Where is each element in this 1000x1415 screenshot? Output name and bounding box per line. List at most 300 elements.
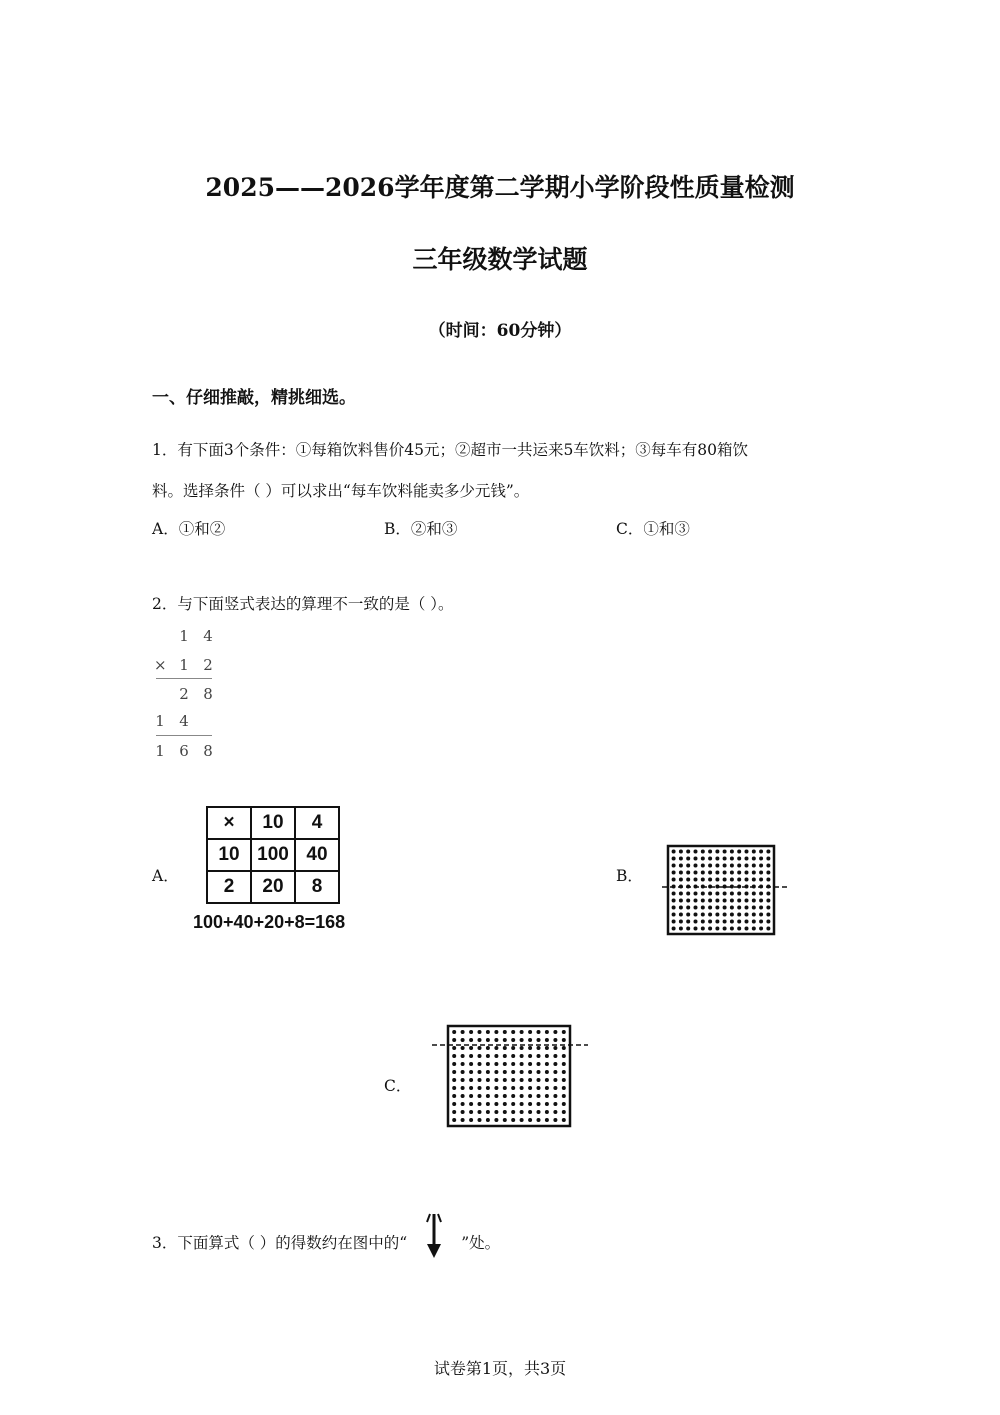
dot xyxy=(730,899,734,903)
dot xyxy=(503,1062,507,1066)
dot xyxy=(723,892,727,896)
dot xyxy=(723,899,727,903)
dot xyxy=(478,1070,482,1074)
dot xyxy=(553,1102,557,1106)
dot xyxy=(737,906,741,910)
dot xyxy=(537,1078,541,1082)
dot xyxy=(723,927,727,931)
dot xyxy=(679,892,683,896)
dot xyxy=(461,1094,465,1098)
dot xyxy=(520,1046,524,1050)
dot-array-c xyxy=(430,1022,592,1130)
dot xyxy=(520,1038,524,1042)
dot xyxy=(545,1086,549,1090)
dot xyxy=(452,1030,456,1034)
vertical-digit: 4 xyxy=(203,627,213,645)
dot xyxy=(494,1118,498,1122)
dot xyxy=(494,1086,498,1090)
dot xyxy=(730,906,734,910)
dot xyxy=(562,1062,566,1066)
dot xyxy=(452,1094,456,1098)
table-cell: 10 xyxy=(251,807,295,839)
down-arrow-icon xyxy=(413,1210,455,1260)
dot xyxy=(686,920,690,924)
dot xyxy=(672,871,676,875)
dot xyxy=(708,864,712,868)
dot xyxy=(701,857,705,861)
dot xyxy=(730,892,734,896)
dot xyxy=(486,1046,490,1050)
dot xyxy=(672,857,676,861)
dot xyxy=(511,1118,515,1122)
dot xyxy=(503,1102,507,1106)
dot xyxy=(708,899,712,903)
dot xyxy=(478,1086,482,1090)
dot xyxy=(715,927,719,931)
dot xyxy=(694,850,698,854)
dot xyxy=(759,878,763,882)
dot xyxy=(503,1054,507,1058)
dot xyxy=(452,1102,456,1106)
dot xyxy=(469,1094,473,1098)
dot xyxy=(461,1078,465,1082)
dot xyxy=(469,1070,473,1074)
dot xyxy=(737,878,741,882)
dot xyxy=(537,1038,541,1042)
dot xyxy=(494,1030,498,1034)
dot-array-frame xyxy=(448,1026,570,1126)
dot xyxy=(520,1094,524,1098)
dot xyxy=(745,927,749,931)
dot xyxy=(553,1046,557,1050)
dot-array-frame xyxy=(668,846,774,934)
dot xyxy=(553,1110,557,1114)
dot xyxy=(528,1078,532,1082)
dot xyxy=(759,906,763,910)
table-cell: 4 xyxy=(295,807,339,839)
vertical-digit: 4 xyxy=(179,712,189,730)
dot xyxy=(528,1054,532,1058)
dot xyxy=(503,1038,507,1042)
dot xyxy=(511,1046,515,1050)
dot xyxy=(528,1046,532,1050)
dot xyxy=(469,1110,473,1114)
dot xyxy=(486,1086,490,1090)
dot xyxy=(701,850,705,854)
dot xyxy=(461,1062,465,1066)
dot xyxy=(737,920,741,924)
dot xyxy=(679,920,683,924)
dot xyxy=(511,1102,515,1106)
dot xyxy=(562,1118,566,1122)
dot xyxy=(461,1070,465,1074)
dot xyxy=(708,927,712,931)
dot xyxy=(469,1062,473,1066)
dot xyxy=(730,913,734,917)
dot xyxy=(723,871,727,875)
dot xyxy=(679,878,683,882)
dot xyxy=(715,850,719,854)
table-cell: × xyxy=(207,807,251,839)
dot xyxy=(469,1086,473,1090)
dot xyxy=(562,1086,566,1090)
dot xyxy=(528,1118,532,1122)
q3-text-before: 3．下面算式（ ）的得数约在图中的“ xyxy=(152,1234,408,1252)
dot xyxy=(553,1118,557,1122)
dot xyxy=(723,850,727,854)
dot xyxy=(686,906,690,910)
dot xyxy=(528,1086,532,1090)
dot xyxy=(701,878,705,882)
dot xyxy=(528,1094,532,1098)
dot xyxy=(503,1030,507,1034)
dot xyxy=(745,899,749,903)
dot xyxy=(537,1102,541,1106)
dot xyxy=(469,1118,473,1122)
dot xyxy=(672,913,676,917)
dot xyxy=(545,1038,549,1042)
dot xyxy=(494,1070,498,1074)
dot xyxy=(708,878,712,882)
dot xyxy=(528,1070,532,1074)
dot xyxy=(520,1086,524,1090)
dot xyxy=(545,1078,549,1082)
dot xyxy=(752,864,756,868)
dot xyxy=(759,864,763,868)
dot xyxy=(486,1062,490,1066)
dot xyxy=(694,892,698,896)
dot xyxy=(486,1102,490,1106)
dot xyxy=(528,1038,532,1042)
dot xyxy=(486,1078,490,1082)
dot xyxy=(486,1110,490,1114)
dot xyxy=(730,857,734,861)
dot xyxy=(537,1054,541,1058)
dot xyxy=(486,1070,490,1074)
dot xyxy=(553,1030,557,1034)
dot xyxy=(503,1086,507,1090)
dot xyxy=(708,920,712,924)
dot xyxy=(766,850,770,854)
dot xyxy=(478,1054,482,1058)
dot xyxy=(730,927,734,931)
dot xyxy=(553,1086,557,1090)
dot xyxy=(715,899,719,903)
dot xyxy=(759,871,763,875)
dot xyxy=(545,1030,549,1034)
dot xyxy=(737,871,741,875)
dot xyxy=(752,906,756,910)
vertical-digit: 8 xyxy=(203,742,213,760)
dot xyxy=(715,920,719,924)
dot xyxy=(708,913,712,917)
dot xyxy=(679,927,683,931)
dot xyxy=(766,927,770,931)
dot xyxy=(679,871,683,875)
dot xyxy=(723,878,727,882)
vertical-digit: 1 xyxy=(155,742,165,760)
vertical-divider xyxy=(156,735,212,736)
dot xyxy=(745,850,749,854)
dot xyxy=(537,1086,541,1090)
dot xyxy=(745,906,749,910)
dot xyxy=(679,850,683,854)
dot xyxy=(686,850,690,854)
dot xyxy=(715,913,719,917)
dot xyxy=(694,920,698,924)
dot xyxy=(528,1030,532,1034)
dot xyxy=(545,1046,549,1050)
dot xyxy=(752,850,756,854)
dot xyxy=(745,920,749,924)
q3-text xyxy=(152,1228,500,1260)
dot xyxy=(503,1118,507,1122)
dot xyxy=(708,850,712,854)
dot xyxy=(686,857,690,861)
dot xyxy=(503,1046,507,1050)
dot xyxy=(766,913,770,917)
dot xyxy=(478,1118,482,1122)
dot xyxy=(520,1118,524,1122)
dot xyxy=(503,1094,507,1098)
dot xyxy=(545,1110,549,1114)
dot xyxy=(694,927,698,931)
dot xyxy=(452,1054,456,1058)
q3-text-after: ”处。 xyxy=(461,1234,501,1252)
dot xyxy=(562,1110,566,1114)
dot xyxy=(672,878,676,882)
dot xyxy=(766,920,770,924)
dot xyxy=(759,927,763,931)
vertical-digit: 2 xyxy=(203,656,213,674)
dot xyxy=(759,892,763,896)
dot xyxy=(766,892,770,896)
dot xyxy=(461,1030,465,1034)
dot xyxy=(752,913,756,917)
dot xyxy=(759,857,763,861)
section-heading: 一、仔细推敲，精挑细选。 xyxy=(152,388,356,408)
dot xyxy=(469,1054,473,1058)
dot xyxy=(486,1118,490,1122)
dot xyxy=(553,1094,557,1098)
dot xyxy=(511,1110,515,1114)
dot xyxy=(511,1038,515,1042)
dot xyxy=(545,1118,549,1122)
exam-time: （时间：60分钟） xyxy=(428,321,572,341)
dot xyxy=(461,1110,465,1114)
dot xyxy=(553,1078,557,1082)
q1-text-line1: 1．有下面3个条件：①每箱饮料售价45元；②超市一共运来5车饮料；③每车有80箱饮 xyxy=(152,441,749,459)
dot xyxy=(537,1094,541,1098)
dot xyxy=(686,913,690,917)
dot xyxy=(715,906,719,910)
dot xyxy=(452,1046,456,1050)
dot xyxy=(730,864,734,868)
q2-text: 2．与下面竖式表达的算理不一致的是（ ）。 xyxy=(152,595,454,613)
q2-option-a-label: A． xyxy=(152,867,179,885)
dot xyxy=(745,857,749,861)
dot xyxy=(701,920,705,924)
dot xyxy=(452,1110,456,1114)
dot xyxy=(478,1110,482,1114)
dot xyxy=(478,1102,482,1106)
dot xyxy=(723,864,727,868)
dot xyxy=(730,878,734,882)
exam-title: 2025——2026学年度第二学期小学阶段性质量检测 xyxy=(205,173,795,202)
dot xyxy=(745,871,749,875)
dot xyxy=(672,920,676,924)
q1-option-b: B．②和③ xyxy=(384,520,458,538)
vertical-digit: 8 xyxy=(203,685,213,703)
page-footer: 试卷第1页，共3页 xyxy=(433,1359,567,1378)
dot xyxy=(672,899,676,903)
dot xyxy=(511,1070,515,1074)
dot xyxy=(520,1054,524,1058)
dot xyxy=(737,913,741,917)
dot xyxy=(511,1078,515,1082)
dot xyxy=(752,878,756,882)
table-cell: 2 xyxy=(207,871,251,903)
dot xyxy=(494,1062,498,1066)
dot xyxy=(537,1062,541,1066)
dot xyxy=(469,1102,473,1106)
dot xyxy=(672,850,676,854)
dot xyxy=(511,1086,515,1090)
multiply-sign: × xyxy=(154,656,167,674)
dot xyxy=(745,913,749,917)
dot xyxy=(528,1062,532,1066)
dot xyxy=(715,892,719,896)
dot xyxy=(461,1054,465,1058)
dot xyxy=(686,864,690,868)
dot xyxy=(562,1046,566,1050)
dot xyxy=(737,892,741,896)
dot xyxy=(520,1070,524,1074)
dot xyxy=(553,1062,557,1066)
dot xyxy=(766,864,770,868)
dot xyxy=(708,871,712,875)
dot xyxy=(461,1046,465,1050)
dot xyxy=(701,892,705,896)
dot xyxy=(723,913,727,917)
dot xyxy=(452,1038,456,1042)
dot xyxy=(503,1070,507,1074)
dot xyxy=(737,899,741,903)
dot xyxy=(715,857,719,861)
dot xyxy=(520,1030,524,1034)
table-cell: 8 xyxy=(295,871,339,903)
dot xyxy=(537,1046,541,1050)
table-equation: 100+40+20+8=168 xyxy=(193,912,346,932)
dot xyxy=(759,899,763,903)
dot xyxy=(452,1086,456,1090)
dot xyxy=(452,1078,456,1082)
dot xyxy=(759,913,763,917)
dot xyxy=(469,1038,473,1042)
dot xyxy=(766,857,770,861)
q1-option-a: A．①和② xyxy=(152,520,226,538)
dot xyxy=(503,1110,507,1114)
dot xyxy=(452,1070,456,1074)
dot xyxy=(752,892,756,896)
dot xyxy=(511,1062,515,1066)
q2-option-b-label: B． xyxy=(616,867,643,885)
dot xyxy=(528,1110,532,1114)
dot xyxy=(701,871,705,875)
dot xyxy=(694,899,698,903)
dot xyxy=(511,1094,515,1098)
dot xyxy=(708,892,712,896)
dot xyxy=(701,864,705,868)
dot xyxy=(494,1110,498,1114)
vertical-digit: 2 xyxy=(179,685,189,703)
dot xyxy=(694,906,698,910)
dot xyxy=(562,1030,566,1034)
dot xyxy=(672,892,676,896)
dot xyxy=(562,1078,566,1082)
dot xyxy=(520,1062,524,1066)
dot xyxy=(545,1094,549,1098)
dot xyxy=(759,850,763,854)
vertical-digit: 1 xyxy=(179,627,189,645)
dot xyxy=(679,899,683,903)
dot xyxy=(701,927,705,931)
vertical-divider xyxy=(156,678,212,679)
dot xyxy=(562,1094,566,1098)
dot xyxy=(723,906,727,910)
table-cell: 20 xyxy=(251,871,295,903)
dot xyxy=(730,871,734,875)
dot xyxy=(701,906,705,910)
dot xyxy=(494,1038,498,1042)
dot xyxy=(494,1078,498,1082)
dot xyxy=(562,1038,566,1042)
dot xyxy=(486,1038,490,1042)
dot xyxy=(745,878,749,882)
dot xyxy=(562,1070,566,1074)
dot xyxy=(766,906,770,910)
dot xyxy=(503,1078,507,1082)
dot xyxy=(461,1086,465,1090)
q1-option-c: C．①和③ xyxy=(616,520,690,538)
dot xyxy=(494,1054,498,1058)
dot xyxy=(562,1102,566,1106)
dot xyxy=(679,906,683,910)
table-cell: 10 xyxy=(207,839,251,871)
dot xyxy=(679,913,683,917)
dot-array-b xyxy=(660,843,794,937)
dot xyxy=(537,1118,541,1122)
dot xyxy=(766,871,770,875)
dot xyxy=(672,927,676,931)
dot xyxy=(469,1030,473,1034)
dot xyxy=(766,878,770,882)
dot xyxy=(672,864,676,868)
dot xyxy=(723,920,727,924)
dot xyxy=(486,1094,490,1098)
dot xyxy=(545,1054,549,1058)
dot xyxy=(553,1070,557,1074)
q2-option-c-label: C． xyxy=(384,1077,412,1095)
dot xyxy=(766,899,770,903)
dot xyxy=(679,857,683,861)
dot xyxy=(694,871,698,875)
dot xyxy=(715,878,719,882)
dot xyxy=(537,1110,541,1114)
dot xyxy=(694,857,698,861)
dot xyxy=(672,906,676,910)
dot xyxy=(694,878,698,882)
